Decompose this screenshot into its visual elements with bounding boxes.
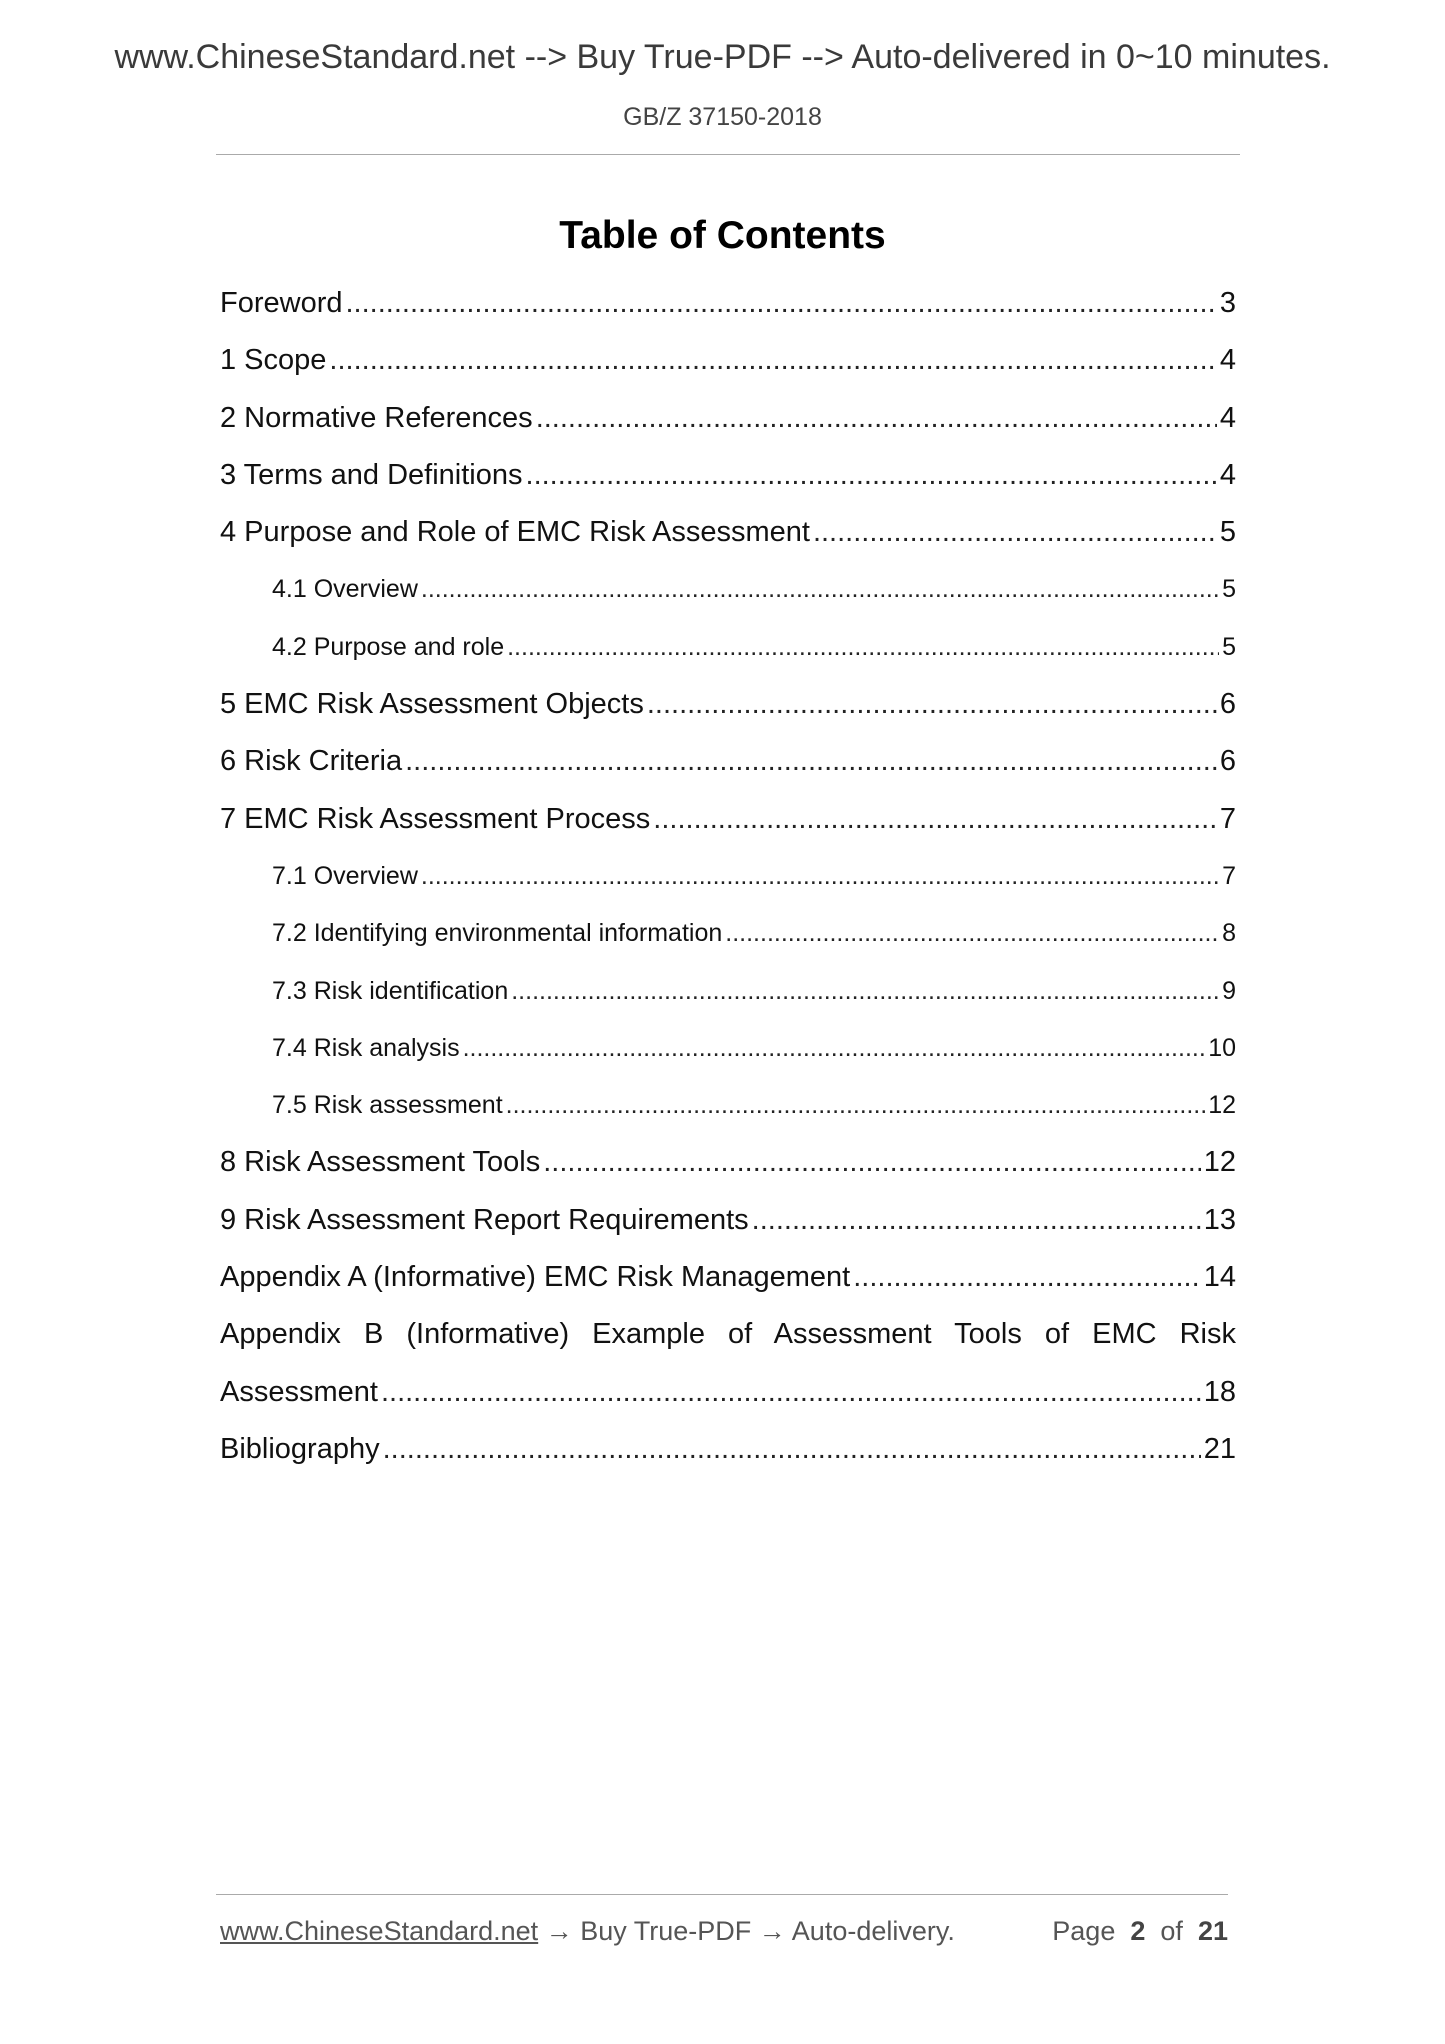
toc-entry-appendix-b-continued[interactable] — [220, 1364, 1236, 1421]
toc-entry-page: 4 — [1219, 458, 1236, 491]
toc-entry-label: 7 EMC Risk Assessment Process — [220, 802, 651, 835]
toc-entry-report-requirements[interactable] — [220, 1192, 1236, 1249]
toc-title: Table of Contents — [559, 214, 886, 257]
toc-entry-7-5-risk-assessment[interactable] — [220, 1077, 1236, 1134]
toc-entry-page: 10 — [1208, 1033, 1236, 1062]
toc-entry-purpose-role[interactable] — [220, 504, 1236, 561]
toc-entry-label: 7.1 Overview — [272, 861, 418, 890]
toc-entry-page: 5 — [1219, 516, 1236, 549]
toc-entry-page: 8 — [1222, 919, 1236, 948]
document-number: GB/Z 37150-2018 — [623, 103, 822, 131]
toc-entry-appendix-a[interactable] — [220, 1249, 1236, 1306]
toc-leader-dots — [421, 561, 1219, 618]
toc-leader-dots — [536, 390, 1217, 447]
of-word: of — [1160, 1916, 1183, 1946]
toc-entry-label: 8 Risk Assessment Tools — [220, 1146, 541, 1179]
arrow-right-icon: → — [758, 1916, 786, 1946]
toc-entry-4-2-purpose-role[interactable] — [220, 619, 1236, 676]
toc-entry-label: 4 Purpose and Role of EMC Risk Assessment — [220, 516, 810, 549]
toc-entry-page: 7 — [1219, 802, 1236, 835]
footer-site-link[interactable]: www.ChineseStandard.net — [220, 1916, 539, 1946]
toc-leader-dots — [506, 1077, 1206, 1134]
toc-entry-label-continued: Assessment — [220, 1375, 378, 1408]
toc-entry-label: Appendix B (Informative) Example of Assessment Tools of EMC Risk — [220, 1318, 1236, 1351]
page-indicator — [1052, 1916, 1228, 1947]
toc-entry-4-1-overview[interactable] — [220, 561, 1236, 618]
toc-entry-bibliography[interactable] — [220, 1421, 1236, 1478]
header-divider — [216, 154, 1240, 155]
toc-leader-dots — [752, 1192, 1201, 1249]
toc-entry-page: 3 — [1219, 287, 1236, 319]
toc-entry-label: 7.4 Risk analysis — [272, 1033, 460, 1062]
toc-entry-page: 12 — [1203, 1146, 1236, 1179]
toc-entry-label: Bibliography — [220, 1432, 380, 1465]
toc-leader-dots — [329, 332, 1216, 389]
toc-entry-label: 4.2 Purpose and role — [272, 632, 505, 661]
toc-entry-scope[interactable] — [220, 332, 1236, 389]
toc-leader-dots — [511, 963, 1219, 1020]
toc-leader-dots — [507, 619, 1219, 676]
toc-entry-label: Appendix A (Informative) EMC Risk Management — [220, 1261, 851, 1294]
toc-entry-page: 6 — [1219, 688, 1236, 721]
toc-leader-dots — [421, 848, 1219, 905]
footer-buy-text: Buy True-PDF — [580, 1916, 752, 1946]
toc-entry-page: 5 — [1222, 575, 1236, 604]
toc-entry-page: 4 — [1219, 344, 1236, 377]
toc-leader-dots — [463, 1020, 1206, 1077]
toc-entry-label: 4.1 Overview — [272, 575, 418, 604]
toc-entry-label: Foreword — [220, 287, 343, 319]
arrow-right-icon: → — [545, 1916, 573, 1946]
toc-entry-foreword[interactable] — [220, 275, 1236, 332]
total-page-count: 21 — [1197, 1916, 1228, 1946]
toc-entry-page: 7 — [1222, 861, 1236, 890]
toc-entry-terms-definitions[interactable] — [220, 447, 1236, 504]
toc-entry-label: 1 Scope — [220, 344, 327, 377]
toc-leader-dots — [725, 905, 1219, 962]
toc-entry-page: 14 — [1203, 1261, 1236, 1294]
footer-divider — [216, 1894, 1228, 1895]
footer-delivery-text: Auto-delivery. — [791, 1916, 955, 1946]
toc-leader-dots — [346, 275, 1217, 332]
toc-leader-dots — [813, 504, 1217, 561]
toc-entry-page: 4 — [1219, 401, 1236, 434]
toc-entry-page: 5 — [1222, 632, 1236, 661]
toc-entry-label: 7.3 Risk identification — [272, 976, 509, 1005]
toc-entry-page: 18 — [1203, 1375, 1236, 1408]
toc-leader-dots — [526, 447, 1217, 504]
page-word: Page — [1052, 1916, 1116, 1946]
toc-leader-dots — [383, 1421, 1201, 1478]
toc-leader-dots — [653, 791, 1217, 848]
toc-entry-appendix-b[interactable] — [220, 1306, 1236, 1363]
toc-entry-label: 2 Normative References — [220, 401, 533, 434]
table-of-contents — [220, 275, 1236, 1478]
toc-leader-dots — [543, 1134, 1201, 1191]
toc-entry-label: 6 Risk Criteria — [220, 745, 403, 778]
toc-entry-label: 5 EMC Risk Assessment Objects — [220, 688, 644, 721]
toc-entry-assessment-objects[interactable] — [220, 676, 1236, 733]
toc-entry-label: 7.5 Risk assessment — [272, 1091, 503, 1120]
toc-entry-risk-criteria[interactable] — [220, 733, 1236, 790]
toc-entry-normative-references[interactable] — [220, 390, 1236, 447]
toc-entry-label: 7.2 Identifying environmental information — [272, 919, 723, 948]
toc-leader-dots — [853, 1249, 1201, 1306]
toc-entry-7-1-overview[interactable] — [220, 848, 1236, 905]
header-banner: www.ChineseStandard.net --> Buy True-PDF --> Auto-delivered in 0~10 minutes. — [114, 38, 1331, 76]
toc-entry-page: 6 — [1219, 745, 1236, 778]
toc-entry-page: 12 — [1208, 1091, 1236, 1120]
toc-leader-dots — [647, 676, 1217, 733]
toc-entry-assessment-process[interactable] — [220, 791, 1236, 848]
footer-left — [220, 1916, 955, 1947]
toc-entry-assessment-tools[interactable] — [220, 1134, 1236, 1191]
toc-entry-7-4-risk-analysis[interactable] — [220, 1020, 1236, 1077]
toc-entry-7-3-risk-identification[interactable] — [220, 963, 1236, 1020]
toc-entry-label: 3 Terms and Definitions — [220, 458, 523, 491]
toc-entry-page: 13 — [1203, 1203, 1236, 1236]
toc-leader-dots — [405, 733, 1217, 790]
toc-entry-page: 21 — [1203, 1432, 1236, 1465]
toc-leader-dots — [381, 1364, 1201, 1421]
toc-entry-page: 9 — [1222, 976, 1236, 1005]
toc-entry-label: 9 Risk Assessment Report Requirements — [220, 1203, 749, 1236]
toc-entry-7-2-environmental-info[interactable] — [220, 905, 1236, 962]
current-page-number: 2 — [1130, 1916, 1146, 1946]
